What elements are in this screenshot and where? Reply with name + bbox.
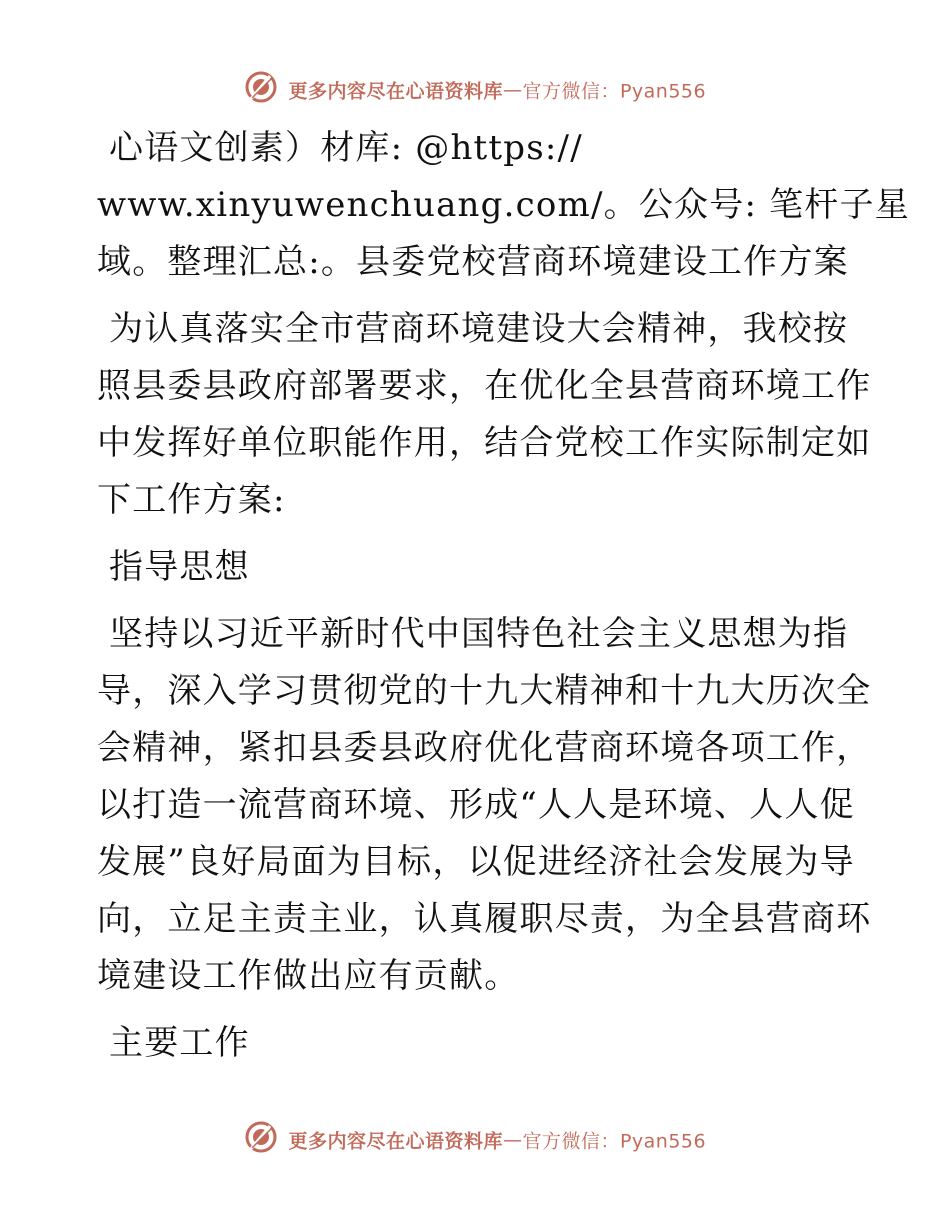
- paragraph-line: 导，深入学习贯彻党的十九大精神和十九大历次全: [97, 671, 872, 711]
- paragraph-line: 以打造一流营商环境、形成“人人是环境、人人促: [97, 785, 855, 825]
- banner-dash: —: [502, 1129, 523, 1151]
- banner-brand-text: 更多内容尽在心语资料库: [288, 80, 503, 103]
- banner-brand-text: 更多内容尽在心语资料库: [288, 1130, 503, 1153]
- intro-line: www.xinyuwenchuang.com/。公众号: 笔杆子星: [97, 185, 910, 225]
- section-heading: 指导思想: [109, 547, 250, 587]
- paragraph-line: 向，立足主责主业，认真履职尽责，为全县营商环: [97, 899, 872, 939]
- paragraph-line: 发展”良好局面为目标，以促进经济社会发展为导: [97, 842, 855, 882]
- quill-logo-icon: [244, 1120, 278, 1154]
- quill-logo-icon: [244, 70, 278, 104]
- paragraph-line: 坚持以习近平新时代中国特色社会主义思想为指: [109, 614, 849, 654]
- paragraph-line: 会精神，紧扣县委县政府优化营商环境各项工作，: [97, 728, 872, 768]
- paragraph-line: 下工作方案:: [97, 480, 286, 520]
- banner-official-account: 官方微信：Pyan556: [522, 1130, 707, 1153]
- header-banner: [0, 73, 950, 107]
- intro-line: 心语文创素）材库: @https://: [109, 128, 583, 168]
- document-body: [97, 120, 910, 1072]
- intro-line: 域。整理汇总:。县委党校营商环境建设工作方案: [97, 242, 849, 282]
- paragraph-line: 中发挥好单位职能作用，结合党校工作实际制定如: [97, 423, 872, 463]
- banner-official-account: 官方微信：Pyan556: [522, 80, 707, 103]
- paragraph-line: 境建设工作做出应有贡献。: [97, 956, 520, 996]
- section-heading: 主要工作: [109, 1023, 250, 1063]
- paragraph-line: 照县委县政府部署要求，在优化全县营商环境工作: [97, 366, 872, 406]
- footer-banner: [0, 1123, 950, 1157]
- banner-dash: —: [502, 79, 523, 101]
- paragraph-line: 为认真落实全市营商环境建设大会精神，我校按: [109, 309, 849, 349]
